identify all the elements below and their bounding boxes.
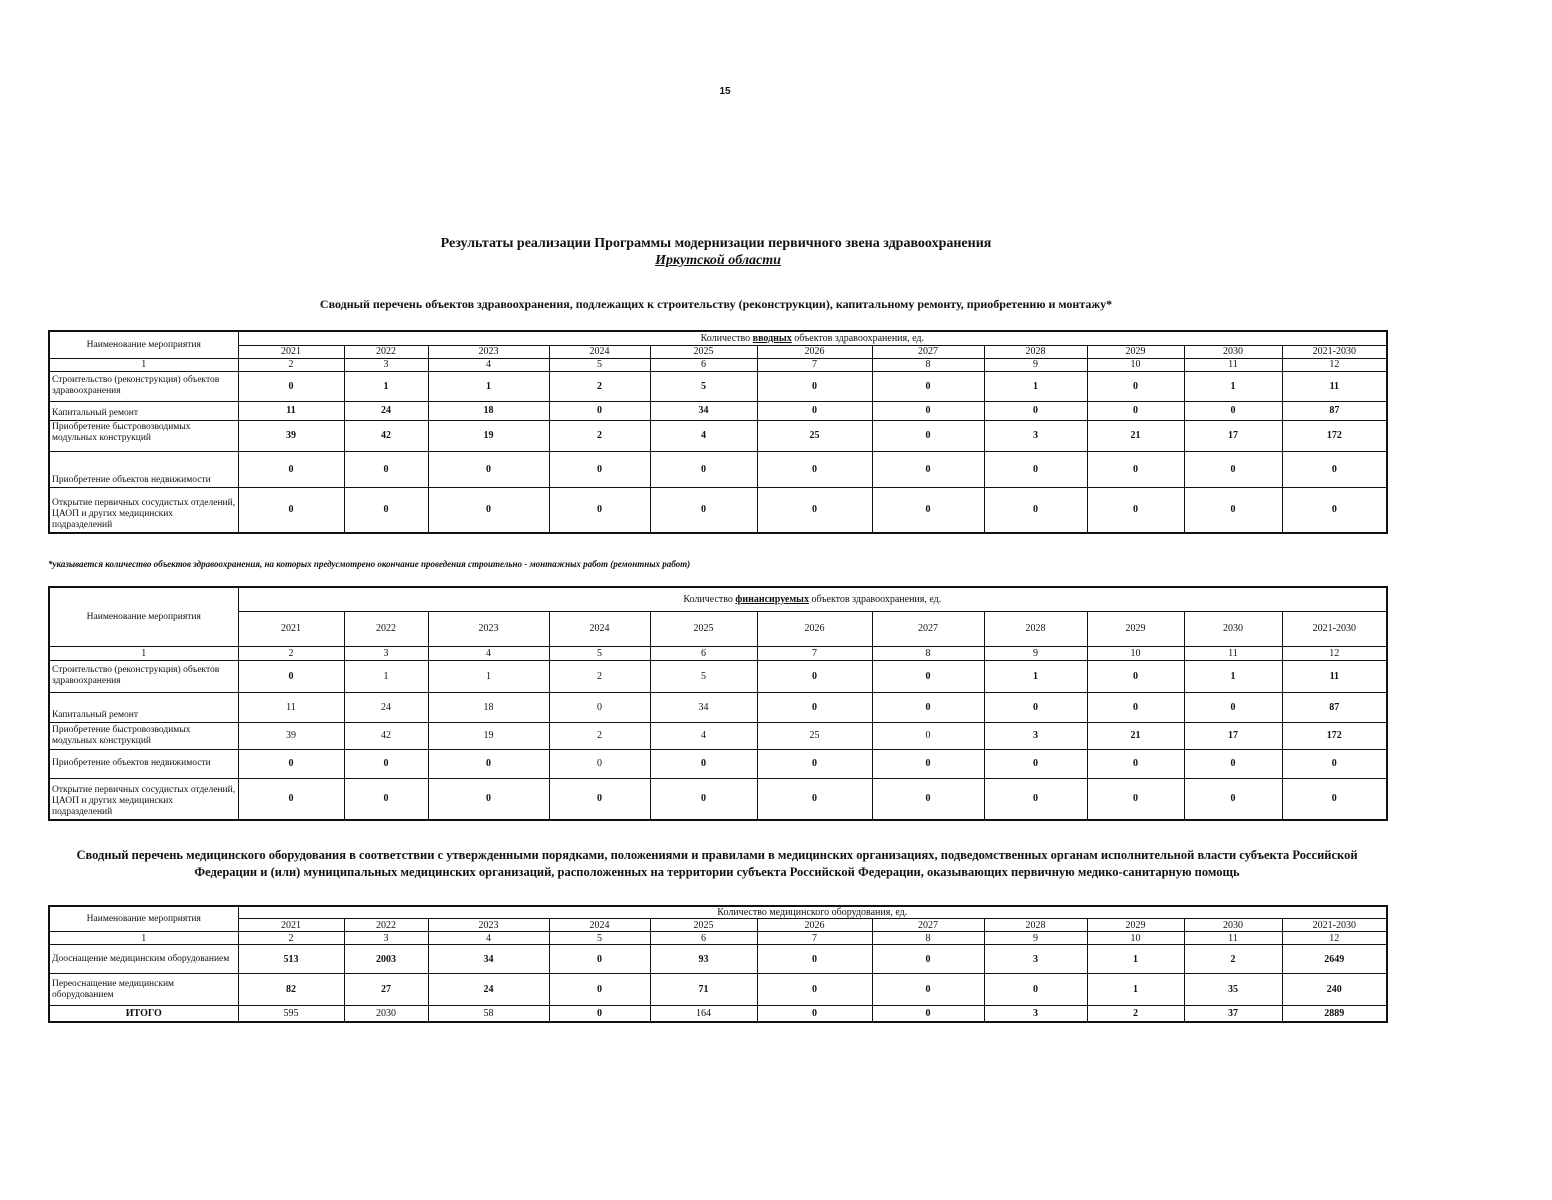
table-cell: 0 <box>984 749 1087 778</box>
table-cell: 0 <box>238 749 344 778</box>
column-number-row <box>49 646 1387 660</box>
table-cell: 2030 <box>1184 345 1282 358</box>
table-cell: 27 <box>344 974 428 1006</box>
table-cell: 4 <box>428 932 549 945</box>
table-cell: 6 <box>650 358 757 371</box>
table-cell: 0 <box>1184 487 1282 533</box>
table-row <box>49 749 1387 778</box>
table-cell: 2026 <box>757 345 872 358</box>
group-header: Количество вводных объектов здравоохранения, ед. <box>238 331 1387 345</box>
table-cell: 17 <box>1184 722 1282 749</box>
table-cell: 1 <box>49 358 238 371</box>
table-cell: 2029 <box>1087 919 1184 932</box>
table-cell: 0 <box>428 451 549 487</box>
table-row <box>49 945 1387 974</box>
table-cell: 2025 <box>650 919 757 932</box>
document-subtitle: Иркутской области <box>655 253 781 268</box>
table-cell: 2 <box>1184 945 1282 974</box>
table-row <box>49 692 1387 722</box>
table-cell: 164 <box>650 1006 757 1022</box>
table-cell: 12 <box>1282 358 1387 371</box>
table-cell: 0 <box>1087 371 1184 401</box>
table-cell: 0 <box>984 974 1087 1006</box>
total-row <box>49 1006 1387 1022</box>
table-cell: 2 <box>238 932 344 945</box>
table-cell: 3 <box>984 722 1087 749</box>
name-header: Наименование мероприятия <box>49 331 238 358</box>
table-cell: 34 <box>650 692 757 722</box>
table-cell: 0 <box>757 778 872 820</box>
table-cell: Приобретение быстровозводимых модульных конструкций <box>49 722 238 749</box>
year-header-row <box>49 611 1387 646</box>
table-cell: 0 <box>1282 451 1387 487</box>
table-cell: Строительство (реконструкция) объектов здравоохранения <box>49 371 238 401</box>
table-cell: 3 <box>984 945 1087 974</box>
table-cell: 0 <box>872 974 984 1006</box>
table-cell: 0 <box>1184 401 1282 420</box>
table-cell: 0 <box>428 487 549 533</box>
table3-caption: Сводный перечень медицинского оборудования в соответствии с утвержденными порядками, положениями и правилами в медицинских организациях, подведомственных органам исполнительной власти субъекта Российской Федерации и (или) муниципальных медицинских организаций, расположенных на территории субъекта Российской Федерации, оказывающих первичную медико-санитарную помощь <box>76 848 1358 879</box>
table-cell: 18 <box>428 401 549 420</box>
table-cell: 2 <box>549 420 650 451</box>
table-cell: 0 <box>757 692 872 722</box>
table-cell: 58 <box>428 1006 549 1022</box>
table-cell: 10 <box>1087 932 1184 945</box>
table-cell: 0 <box>238 451 344 487</box>
table-cell: 2028 <box>984 345 1087 358</box>
table-cell: 0 <box>238 487 344 533</box>
table1-caption: Сводный перечень объектов здравоохранения, подлежащих к строительству (реконструкции), капитальному ремонту, приобретению и монтажу* <box>319 297 1113 311</box>
table-cell: 1 <box>49 646 238 660</box>
table-cell: 2030 <box>344 1006 428 1022</box>
table-cell: 8 <box>872 646 984 660</box>
table-cell: 0 <box>344 487 428 533</box>
table-cell: 82 <box>238 974 344 1006</box>
table-cell: 0 <box>757 660 872 692</box>
table-cell: 0 <box>1087 487 1184 533</box>
table-cell: 0 <box>238 778 344 820</box>
table-cell: 0 <box>238 371 344 401</box>
table-cell: 2 <box>549 660 650 692</box>
table-cell: 71 <box>650 974 757 1006</box>
table-cell: 24 <box>344 692 428 722</box>
name-header: Наименование мероприятия <box>49 906 238 932</box>
table-cell: 0 <box>984 487 1087 533</box>
table-cell: Капитальный ремонт <box>49 401 238 420</box>
table-row <box>49 420 1387 451</box>
group-header: Количество медицинского оборудования, ед. <box>238 906 1387 919</box>
table-cell: 18 <box>428 692 549 722</box>
table-cell: Приобретение объектов недвижимости <box>49 749 238 778</box>
table-cell: 0 <box>1087 778 1184 820</box>
table-cell: 5 <box>650 660 757 692</box>
table-cell: 513 <box>238 945 344 974</box>
table-cell: 0 <box>650 749 757 778</box>
table-cell: 8 <box>872 358 984 371</box>
table-cell: 11 <box>1184 646 1282 660</box>
table-cell: 11 <box>1184 932 1282 945</box>
table-cell: Приобретение быстровозводимых модульных конструкций <box>49 420 238 451</box>
table-cell: 3 <box>984 420 1087 451</box>
table-cell: 2028 <box>984 611 1087 646</box>
table-cell: 1 <box>1184 660 1282 692</box>
table-financed-objects <box>48 586 1388 821</box>
table-cell: 10 <box>1087 358 1184 371</box>
table-cell: 0 <box>549 945 650 974</box>
table-cell: 2021-2030 <box>1282 345 1387 358</box>
table-cell: 0 <box>549 1006 650 1022</box>
year-header-row <box>49 345 1387 358</box>
table-cell: 2022 <box>344 611 428 646</box>
table-cell: 11 <box>1282 371 1387 401</box>
table-cell: 0 <box>872 945 984 974</box>
table-cell: 0 <box>757 371 872 401</box>
table-cell: 2021 <box>238 345 344 358</box>
table-cell: 1 <box>984 660 1087 692</box>
table-cell: 25 <box>757 722 872 749</box>
page-number: 15 <box>719 86 731 97</box>
table-medical-equipment <box>48 905 1388 1023</box>
table-cell: 4 <box>650 420 757 451</box>
table-cell: 1 <box>1184 371 1282 401</box>
table-cell: Строительство (реконструкция) объектов здравоохранения <box>49 660 238 692</box>
table-row <box>49 778 1387 820</box>
table-cell: 0 <box>650 487 757 533</box>
column-number-row <box>49 358 1387 371</box>
table-cell: 0 <box>1087 749 1184 778</box>
table-cell: 240 <box>1282 974 1387 1006</box>
table-cell: 0 <box>984 401 1087 420</box>
name-header: Наименование мероприятия <box>49 587 238 646</box>
table-cell: 1 <box>428 371 549 401</box>
table-cell: 2027 <box>872 611 984 646</box>
table-cell: 5 <box>549 646 650 660</box>
table-cell: 2649 <box>1282 945 1387 974</box>
table-cell: 595 <box>238 1006 344 1022</box>
table-cell: 2024 <box>549 611 650 646</box>
table-commissioned-objects <box>48 330 1388 534</box>
table-cell: 4 <box>428 358 549 371</box>
table-cell: 4 <box>650 722 757 749</box>
table-cell: 0 <box>1282 487 1387 533</box>
table-cell: 35 <box>1184 974 1282 1006</box>
table-cell: 11 <box>1282 660 1387 692</box>
table-cell: 0 <box>872 487 984 533</box>
table-cell: 0 <box>1184 692 1282 722</box>
table-cell: 0 <box>872 778 984 820</box>
table-cell: 25 <box>757 420 872 451</box>
table-cell: 87 <box>1282 401 1387 420</box>
table-cell: 2029 <box>1087 345 1184 358</box>
table-cell: 2028 <box>984 919 1087 932</box>
table-cell: 0 <box>1087 451 1184 487</box>
table-cell: 0 <box>872 401 984 420</box>
table-cell: 0 <box>1087 660 1184 692</box>
table-cell: 2029 <box>1087 611 1184 646</box>
table-cell: 0 <box>1087 692 1184 722</box>
table-cell: 0 <box>1087 401 1184 420</box>
table-cell: 0 <box>549 692 650 722</box>
table-cell: 0 <box>872 692 984 722</box>
table-cell: 2021-2030 <box>1282 611 1387 646</box>
table-cell: 3 <box>984 1006 1087 1022</box>
table-cell: 0 <box>549 974 650 1006</box>
table-cell: 2025 <box>650 611 757 646</box>
table-row <box>49 487 1387 533</box>
table-cell: 34 <box>650 401 757 420</box>
table-cell: 0 <box>984 778 1087 820</box>
table-cell: 3 <box>344 646 428 660</box>
table-cell: 37 <box>1184 1006 1282 1022</box>
table-cell: 10 <box>1087 646 1184 660</box>
table-cell: 5 <box>549 932 650 945</box>
table-cell: 2024 <box>549 919 650 932</box>
table-cell: 0 <box>984 692 1087 722</box>
table-cell: 2030 <box>1184 919 1282 932</box>
table-cell: 0 <box>872 1006 984 1022</box>
table-cell: 2 <box>238 358 344 371</box>
table-cell: Дооснащение медицинским оборудованием <box>49 945 238 974</box>
table-cell: 87 <box>1282 692 1387 722</box>
table-cell: Переоснащение медицинским оборудованием <box>49 974 238 1006</box>
table-cell: 2027 <box>872 919 984 932</box>
document-title: Результаты реализации Программы модернизации первичного звена здравоохранения <box>440 236 992 251</box>
table-cell: 0 <box>1282 749 1387 778</box>
table-cell: 2003 <box>344 945 428 974</box>
table-cell: 4 <box>428 646 549 660</box>
year-header-row <box>49 919 1387 932</box>
table-row <box>49 722 1387 749</box>
table-cell: 11 <box>238 692 344 722</box>
table-cell: 6 <box>650 646 757 660</box>
table-cell: 0 <box>238 660 344 692</box>
table-cell: 2022 <box>344 345 428 358</box>
table-cell: 21 <box>1087 722 1184 749</box>
table-cell: 0 <box>344 749 428 778</box>
table-cell: 0 <box>872 451 984 487</box>
table-cell: 2021 <box>238 611 344 646</box>
table-cell: 1 <box>428 660 549 692</box>
table-cell: 12 <box>1282 646 1387 660</box>
table-cell: 0 <box>872 660 984 692</box>
table-cell: 9 <box>984 932 1087 945</box>
table-cell: 93 <box>650 945 757 974</box>
table-cell: 2021-2030 <box>1282 919 1387 932</box>
table-cell: 0 <box>1184 749 1282 778</box>
table-cell: 1 <box>1087 974 1184 1006</box>
table-cell: 0 <box>549 487 650 533</box>
footnote: *указывается количество объектов здравоохранения, на которых предусмотрено окончание проведения строительно - монтажных работ (ремонтных работ) <box>48 559 691 569</box>
table-cell: ИТОГО <box>49 1006 238 1022</box>
table-cell: 0 <box>344 778 428 820</box>
table-row <box>49 371 1387 401</box>
table-cell: 0 <box>344 451 428 487</box>
table-cell: 11 <box>238 401 344 420</box>
table-cell: 0 <box>757 974 872 1006</box>
table-cell: 1 <box>1087 945 1184 974</box>
table-cell: 2023 <box>428 611 549 646</box>
table-cell: 42 <box>344 420 428 451</box>
table-row <box>49 401 1387 420</box>
table-cell: 9 <box>984 358 1087 371</box>
table-cell: 0 <box>1184 451 1282 487</box>
table-cell: 2021 <box>238 919 344 932</box>
table-cell: 5 <box>549 358 650 371</box>
table-cell: 2 <box>549 371 650 401</box>
table-cell: 1 <box>984 371 1087 401</box>
table-cell: 2026 <box>757 611 872 646</box>
table-cell: 7 <box>757 358 872 371</box>
table-cell: 9 <box>984 646 1087 660</box>
table-cell: 172 <box>1282 722 1387 749</box>
table-cell: Капитальный ремонт <box>49 692 238 722</box>
table-cell: 2022 <box>344 919 428 932</box>
table-cell: 0 <box>757 487 872 533</box>
table-cell: 3 <box>344 358 428 371</box>
table-cell: 2 <box>549 722 650 749</box>
group-header: Количество финансируемых объектов здравоохранения, ед. <box>238 587 1387 611</box>
table-cell: 12 <box>1282 932 1387 945</box>
table-row <box>49 660 1387 692</box>
table-cell: 2889 <box>1282 1006 1387 1022</box>
table-cell: 34 <box>428 945 549 974</box>
table-cell: 3 <box>344 932 428 945</box>
table-cell: 0 <box>549 749 650 778</box>
table-cell: 2030 <box>1184 611 1282 646</box>
table-cell: 39 <box>238 722 344 749</box>
table-cell: Открытие первичных сосудистых отделений, ЦАОП и других медицинских подразделений <box>49 487 238 533</box>
table-cell: 0 <box>872 749 984 778</box>
table-cell: 8 <box>872 932 984 945</box>
table-cell: 42 <box>344 722 428 749</box>
table-cell: 0 <box>872 371 984 401</box>
table-cell: 2027 <box>872 345 984 358</box>
table-cell: 0 <box>984 451 1087 487</box>
table-cell: 2024 <box>549 345 650 358</box>
table-cell: 21 <box>1087 420 1184 451</box>
table-cell: 2026 <box>757 919 872 932</box>
table-cell: 2023 <box>428 919 549 932</box>
table-cell: 0 <box>1282 778 1387 820</box>
table-cell: 0 <box>549 451 650 487</box>
table-cell: 1 <box>344 660 428 692</box>
table-cell: Открытие первичных сосудистых отделений, ЦАОП и других медицинских подразделений <box>49 778 238 820</box>
table-cell: 24 <box>428 974 549 1006</box>
column-number-row <box>49 932 1387 945</box>
table-cell: 0 <box>1184 778 1282 820</box>
table-cell: 2025 <box>650 345 757 358</box>
table-cell: 19 <box>428 722 549 749</box>
table-cell: 1 <box>344 371 428 401</box>
table-cell: 7 <box>757 932 872 945</box>
table-cell: 1 <box>49 932 238 945</box>
table-cell: 2 <box>1087 1006 1184 1022</box>
table-cell: 39 <box>238 420 344 451</box>
table-cell: 2 <box>238 646 344 660</box>
table-cell: 0 <box>757 401 872 420</box>
table-cell: 24 <box>344 401 428 420</box>
table-cell: 0 <box>650 778 757 820</box>
table-cell: 0 <box>872 722 984 749</box>
table-cell: 0 <box>549 401 650 420</box>
table-cell: Приобретение объектов недвижимости <box>49 451 238 487</box>
table-cell: 19 <box>428 420 549 451</box>
table-cell: 0 <box>757 451 872 487</box>
table-cell: 17 <box>1184 420 1282 451</box>
table-cell: 0 <box>549 778 650 820</box>
table-cell: 172 <box>1282 420 1387 451</box>
table-cell: 2023 <box>428 345 549 358</box>
table-cell: 0 <box>428 749 549 778</box>
table-cell: 0 <box>757 749 872 778</box>
table-row <box>49 974 1387 1006</box>
table-row <box>49 451 1387 487</box>
table-cell: 7 <box>757 646 872 660</box>
table-cell: 0 <box>428 778 549 820</box>
table-cell: 0 <box>872 420 984 451</box>
table-cell: 0 <box>757 945 872 974</box>
table-cell: 6 <box>650 932 757 945</box>
table-cell: 0 <box>650 451 757 487</box>
table-cell: 5 <box>650 371 757 401</box>
table-cell: 0 <box>757 1006 872 1022</box>
table-cell: 11 <box>1184 358 1282 371</box>
